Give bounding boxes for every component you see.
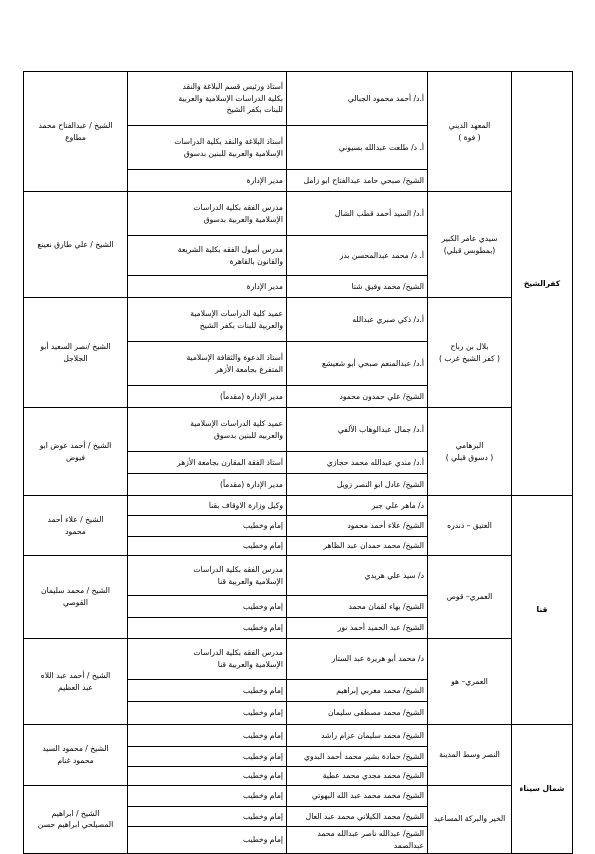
governorate-cell: شمال سيناء xyxy=(512,725,573,854)
representative-line: عبد العظيم xyxy=(58,682,93,692)
table-body xyxy=(24,72,573,854)
speaker-name: الشيخ/ محمد سليمان عزام راشد xyxy=(287,725,428,747)
table-row xyxy=(24,639,573,680)
speaker-name: أ. د/ محمد عبدالمحسن بدر xyxy=(287,236,428,276)
speaker-title xyxy=(128,386,287,408)
mosque-name-line: النصر وسط المدينة xyxy=(439,750,500,760)
speaker-title-line: للبنات بكفر الشيخ xyxy=(226,105,283,115)
speaker-name: الشيخ/ حمادة بشير محمد أحمد البدوي xyxy=(287,747,428,767)
speaker-name: د/ ماهر علي جبر xyxy=(287,496,428,516)
speaker-name: الشيخ/ محمد مغربي إبراهيم xyxy=(287,680,428,702)
speaker-name: أ.د/ السيد أحمد قطب الشال xyxy=(287,192,428,236)
representative-line: الشيخ / أحمد عبد اللاه xyxy=(40,670,111,680)
representative-line: محمود xyxy=(65,526,86,536)
speaker-title xyxy=(128,170,287,192)
table-row xyxy=(24,725,573,747)
speaker-name: د/ محمد أبو هريرة عبد الستار xyxy=(287,639,428,680)
speaker-title-line: إمام وخطيب xyxy=(243,601,283,611)
speaker-title xyxy=(128,767,287,786)
mosque-cell xyxy=(428,298,512,408)
speaker-title-line: إمام وخطيب xyxy=(243,708,283,718)
speaker-name: الشيخ/ عبدالله ناصر عبدالله محمد عبدالصمد xyxy=(287,827,428,854)
mosque-name-line: العمري– قوص xyxy=(446,592,493,602)
speaker-title-line: أستاذ ورئيس قسم البلاغة والنقد xyxy=(182,81,283,91)
speaker-title-line: إمام وخطيب xyxy=(243,685,283,695)
representative-cell xyxy=(24,496,128,556)
representative-cell xyxy=(24,192,128,298)
representative-line: الشيخ / علي طارق نعينع xyxy=(37,239,114,249)
speaker-name: أ. د/ طلعت عبدالله بسيوني xyxy=(287,126,428,170)
speaker-title-line: إمام وخطيب xyxy=(243,541,283,551)
speaker-title xyxy=(128,725,287,747)
speaker-title-line: إمام وخطيب xyxy=(243,623,283,633)
speaker-title-line: إمام وخطيب xyxy=(243,834,283,844)
speaker-title-line: إمام وخطيب xyxy=(243,811,283,821)
speaker-title-line: مدرس أصول الفقه بكلية الشريعة xyxy=(177,244,283,254)
speaker-title-line: المتفرغ بجامعة الأزهر xyxy=(215,364,283,374)
speaker-title-line: مدير الإدارة (مقدماً) xyxy=(220,479,283,489)
speaker-title xyxy=(128,452,287,474)
speaker-title xyxy=(128,786,287,807)
speaker-title-line: إمام وخطيب xyxy=(243,751,283,761)
speaker-name: الشيخ/ علي حمدون محمود xyxy=(287,386,428,408)
speaker-title-line: أستاذ الدعوة والثقافة الإسلامية xyxy=(186,352,283,362)
speaker-name: د/ سيد علي هريدي xyxy=(287,556,428,596)
mosque-name-line: ( فوة ) xyxy=(458,132,481,142)
speaker-title xyxy=(128,408,287,452)
mosque-name-line: (بمطوبس قبلي) xyxy=(443,245,496,255)
speaker-title xyxy=(128,556,287,596)
speaker-title xyxy=(128,747,287,767)
speaker-name: الشيخ/ محمد محمد عبد الله البهوتي xyxy=(287,786,428,807)
representative-cell xyxy=(24,639,128,725)
representative-cell xyxy=(24,786,128,854)
speaker-title xyxy=(128,72,287,126)
speaker-name: أ.د/ جمال عبدالوهاب الألفي xyxy=(287,408,428,452)
speaker-title-line: مدرس الفقه بكلية الدراسات xyxy=(193,202,283,212)
table-row xyxy=(24,496,573,516)
speaker-title xyxy=(128,298,287,342)
mosque-name-line: ( دسوق قبلي ) xyxy=(445,452,494,462)
representative-line: محمود غنام xyxy=(57,756,94,765)
mosque-name-line: بلال بن رباح xyxy=(450,341,489,351)
table-row xyxy=(24,192,573,236)
speaker-title-line: عميد كلية الدراسات الإسلامية xyxy=(190,418,283,428)
governorate-cell: كفرالشيخ xyxy=(512,72,573,496)
table-row xyxy=(24,408,573,452)
table-row xyxy=(24,786,573,807)
representative-line: الجلاجل xyxy=(63,353,88,363)
representative-line: فيوض xyxy=(65,452,86,462)
speaker-name: الشيخ/ محمد حمدان عبد الظاهر xyxy=(287,537,428,556)
speaker-name: أ.د/ عبدالمنعم صبحي أبو شعيشع xyxy=(287,342,428,386)
speaker-title xyxy=(128,537,287,556)
mosque-name-line: المعهد الديني xyxy=(448,120,491,130)
speaker-title-line: أستاذ الفقة المقارن بجامعة الأزهر xyxy=(177,457,283,467)
speaker-title-line: الإسلامية والعربية للبنين بدسوق xyxy=(183,148,283,158)
speaker-title-line: إمام وخطيب xyxy=(243,730,283,740)
speaker-name: أ.د/ مندي عبدالله محمد حجازي xyxy=(287,452,428,474)
mosque-cell xyxy=(428,192,512,298)
representative-line: الشيخ / أحمد عوض ابو xyxy=(39,440,112,450)
speaker-title xyxy=(128,680,287,702)
speaker-name: الشيخ/ عبد الحميد أحمد نور xyxy=(287,618,428,639)
mosque-name-line: البرهامي xyxy=(455,440,484,450)
speaker-title-line: والقانون بالقاهرة xyxy=(229,256,283,266)
speaker-title-line: مدرس الفقه بكلية الدراسات xyxy=(193,648,283,658)
speaker-title xyxy=(128,827,287,854)
speaker-title xyxy=(128,618,287,639)
mosque-cell xyxy=(428,639,512,725)
table-row xyxy=(24,72,573,126)
speaker-title-line: أستاذ البلاغة والنقد بكلية الدراسات xyxy=(174,136,283,146)
speaker-name: الشيخ/ محمد وفيق شتا xyxy=(287,276,428,298)
speaker-title-line: الإسلامية والعربية قنا xyxy=(217,576,283,586)
speaker-name: أ.د/ ذكي صبري عبدالله xyxy=(287,298,428,342)
speaker-title-line: والعربيه للبنين بدسوق xyxy=(213,430,283,440)
speaker-title-line: والعربية للبنات بكفر الشيخ xyxy=(199,320,283,330)
representative-line: الشيخ / محمود السيد xyxy=(42,744,109,754)
speaker-title xyxy=(128,192,287,236)
mosque-cell xyxy=(428,725,512,786)
mosque-name-line: الخير والبركة المساعيد xyxy=(433,814,506,824)
representative-cell xyxy=(24,72,128,192)
mosque-name-line: العتيق – دندره xyxy=(447,520,492,530)
representative-cell xyxy=(24,556,128,639)
speaker-title-line: مدير الإدارة xyxy=(246,281,283,291)
table-row xyxy=(24,556,573,596)
mosque-cell xyxy=(428,496,512,556)
representative-line: القوصي xyxy=(63,598,88,607)
speaker-title-line: بكلية الدراسات الإسلامية والعربية xyxy=(178,93,283,103)
speaker-name: الشيخ/ عادل ابو النصر زويل xyxy=(287,474,428,496)
speaker-title-line: مدير الإدارة (مقدماً) xyxy=(220,391,283,401)
mosque-cell xyxy=(428,408,512,496)
speaker-title-line: الإسلامية والعربية قنا xyxy=(217,660,283,669)
speaker-title-line: إمام وخطيب xyxy=(243,791,283,801)
mosque-cell xyxy=(428,72,512,192)
speaker-title xyxy=(128,342,287,386)
speaker-name: الشيخ/ محمد الكيلاني محمد عبد العال xyxy=(287,807,428,827)
representative-line: الشيخ / ابراهيم xyxy=(51,808,100,818)
speaker-name: الشيخ/ بهاء لقمان محمد xyxy=(287,596,428,618)
speaker-title-line: الإسلامية والعربية بدسوق xyxy=(203,214,283,224)
speaker-title xyxy=(128,496,287,516)
representative-line: المصيلحي ابراهيم حسن xyxy=(37,820,114,830)
mosque-name-line: ( كفر الشيخ غرب ) xyxy=(439,353,500,363)
speaker-name: أ.د/ أحمد محمود الجبالي xyxy=(287,72,428,126)
speaker-title-line: مدير الإدارة xyxy=(246,175,283,185)
representative-line: الشيخ / عبدالفتاح محمد xyxy=(38,120,113,130)
speaker-title xyxy=(128,276,287,298)
speaker-title-line: عميد كلية الدراسات الإسلامية xyxy=(190,308,283,318)
speaker-title xyxy=(128,807,287,827)
speaker-name: الشيخ/ محمد مجدي محمد عطية xyxy=(287,767,428,786)
speaker-title-line: مدرس الفقه بكلية الدراسات xyxy=(193,564,283,574)
speaker-title xyxy=(128,236,287,276)
mosque-cell xyxy=(428,556,512,639)
speaker-name: الشيخ/ علاء أحمد محمود xyxy=(287,516,428,537)
representative-line: الشيخ /نصر السعيد أبو xyxy=(40,341,111,351)
speaker-name: الشيخ/ محمد مصطفى سليمان xyxy=(287,702,428,725)
speaker-title-line: وكيل وزارة الاوقاف بقنا xyxy=(208,500,283,510)
speaker-title xyxy=(128,596,287,618)
speaker-title-line: إمام وخطيب xyxy=(243,521,283,531)
representative-cell xyxy=(24,298,128,408)
mosque-name-line: العمري– هو xyxy=(451,676,488,686)
representative-cell xyxy=(24,725,128,786)
speaker-name: الشيخ/ صبحي حامد عبدالفتاح ابو زامل xyxy=(287,170,428,192)
table-row xyxy=(24,298,573,342)
speaker-title xyxy=(128,126,287,170)
schedule-table xyxy=(23,71,573,854)
mosque-name-line: سيدي عامر الكبير xyxy=(441,233,498,243)
representative-line: مطاوع xyxy=(65,132,86,142)
speaker-title xyxy=(128,639,287,680)
mosque-cell xyxy=(428,786,512,854)
speaker-title xyxy=(128,516,287,537)
representative-cell xyxy=(24,408,128,496)
representative-line: الشيخ / علاء أحمد xyxy=(47,514,104,524)
speaker-title-line: إمام وخطيب xyxy=(243,771,283,781)
governorate-cell: قنا xyxy=(512,496,573,725)
speaker-title xyxy=(128,702,287,725)
representative-line: الشيخ / محمد سليمان xyxy=(41,586,110,596)
speaker-title xyxy=(128,474,287,496)
